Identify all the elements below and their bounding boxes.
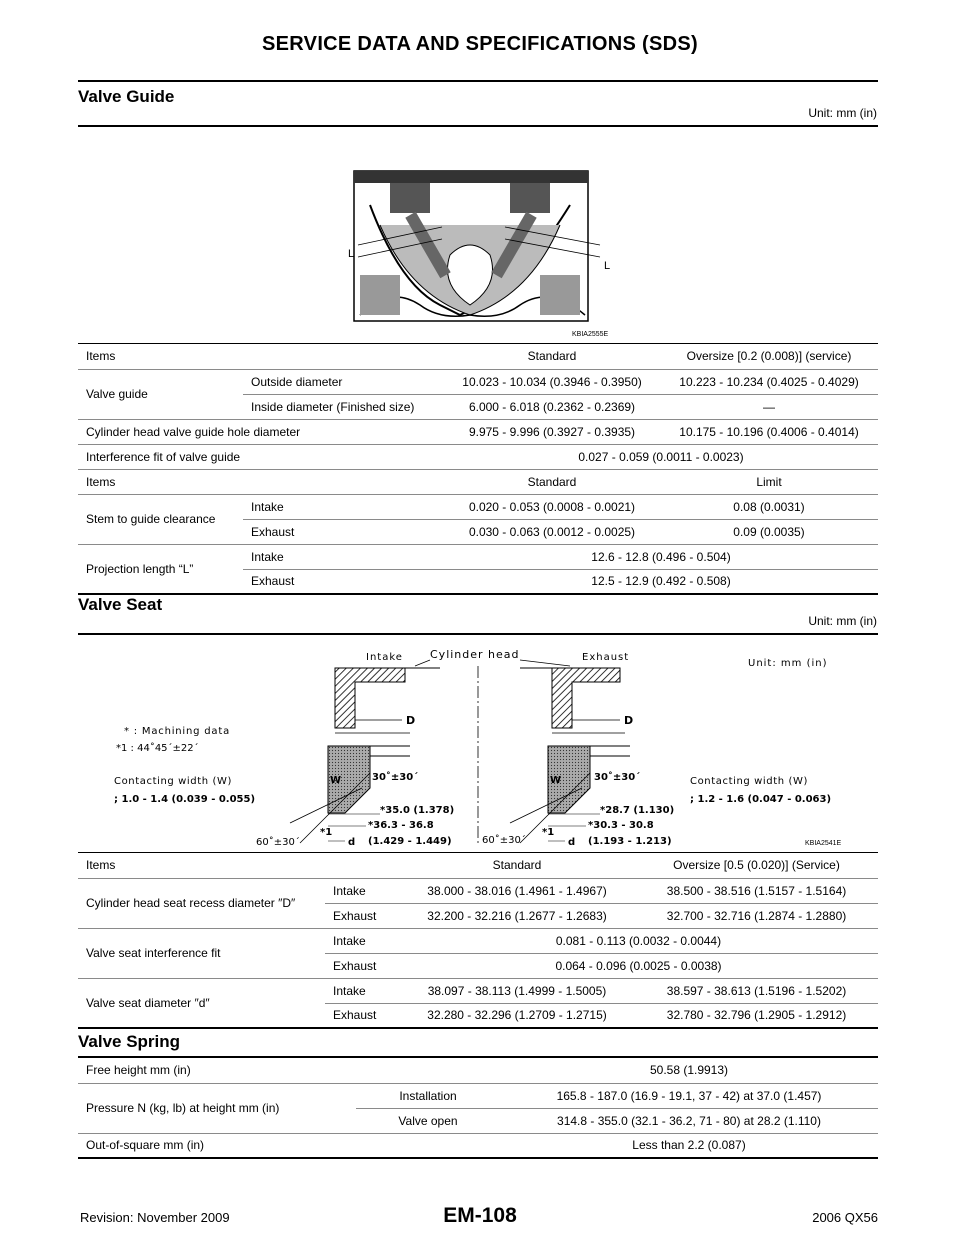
section-rule-valve-seat	[78, 633, 878, 635]
header-limit: Limit	[660, 469, 878, 494]
fig-i36: *36.3 - 36.8	[368, 820, 434, 831]
row-label: Stem to guide clearance	[78, 494, 243, 544]
cell-oversize: 10.223 - 10.234 (0.4025 - 0.4029)	[660, 369, 878, 394]
cell-value: 314.8 - 355.0 (32.1 - 36.2, 71 - 80) at 28.2 (1.110)	[500, 1108, 878, 1133]
page-title: SERVICE DATA AND SPECIFICATIONS (SDS)	[262, 33, 698, 55]
fig-s1-intake: *1	[320, 827, 333, 838]
cell-oversize: 32.700 - 32.716 (1.2874 - 1.2880)	[635, 903, 878, 928]
cell-standard: 9.975 - 9.996 (0.3927 - 0.3935)	[444, 419, 660, 444]
unit-label-valve-guide: Unit: mm (in)	[808, 106, 877, 120]
table-row	[78, 444, 878, 469]
table-row	[78, 419, 878, 444]
row-sublabel: Intake	[325, 878, 399, 903]
row-label: Pressure N (kg, lb) at height mm (in)	[78, 1083, 356, 1133]
fig-cw-right-2: ; 1.2 - 1.6 (0.047 - 0.063)	[690, 794, 832, 805]
fig-machining-note: * : Machining data	[124, 726, 231, 737]
table-row	[78, 544, 878, 569]
header-oversize: Oversize [0.2 (0.008)] (service)	[660, 344, 878, 369]
header-oversize: Oversize [0.5 (0.020)] (Service)	[635, 853, 878, 878]
table-header-row	[78, 853, 878, 878]
cell-standard: 32.280 - 32.296 (1.2709 - 1.2715)	[399, 1003, 635, 1028]
row-sublabel: Exhaust	[325, 903, 399, 928]
cell-standard: 0.020 - 0.053 (0.0008 - 0.0021)	[444, 494, 660, 519]
cell-limit: 0.09 (0.0035)	[660, 519, 878, 544]
row-label: Free height mm (in)	[78, 1058, 500, 1083]
footer-model: 2006 QX56	[812, 1210, 878, 1225]
fig-label-l-right: L	[604, 260, 611, 272]
fig-label-d-intake: D	[406, 714, 416, 727]
row-sublabel: Intake	[243, 544, 444, 569]
section-title-valve-spring: Valve Spring	[78, 1032, 181, 1051]
fig-unit: Unit: mm (in)	[748, 658, 828, 669]
valve-guide-table	[78, 344, 878, 595]
row-sublabel: Installation	[356, 1083, 500, 1108]
header-items: Items	[78, 469, 444, 494]
row-sublabel: Intake	[243, 494, 444, 519]
fig-label-cylinder-head: Cylinder head	[430, 648, 520, 661]
fig-small-d-exhaust: d	[568, 837, 576, 848]
row-sublabel: Exhaust	[325, 1003, 399, 1028]
fig-label-w-intake: W	[330, 775, 342, 786]
row-sublabel: Valve open	[356, 1108, 500, 1133]
fig-cw-left-1: Contacting width (W)	[114, 776, 232, 787]
fig-e28: *28.7 (1.130)	[600, 805, 675, 816]
cell-oversize: 38.597 - 38.613 (1.5196 - 1.5202)	[635, 978, 878, 1003]
table-row	[78, 494, 878, 519]
row-label: Cylinder head valve guide hole diameter	[78, 419, 444, 444]
fig-label-l-left: L	[348, 248, 355, 260]
cell-value: 12.6 - 12.8 (0.496 - 0.504)	[444, 544, 878, 569]
section-title-valve-guide: Valve Guide	[78, 87, 175, 106]
fig-angle60-exhaust: 60˚±30´	[482, 835, 526, 846]
row-label: Valve seat interference fit	[78, 928, 325, 978]
cell-standard: 0.030 - 0.063 (0.0012 - 0.0025)	[444, 519, 660, 544]
cell-value: 165.8 - 187.0 (16.9 - 19.1, 37 - 42) at 37.0 (1.457)	[500, 1083, 878, 1108]
cell-value: 0.027 - 0.059 (0.0011 - 0.0023)	[444, 444, 878, 469]
header-items: Items	[78, 853, 399, 878]
header-standard: Standard	[444, 469, 660, 494]
table-row	[78, 1133, 878, 1158]
table-row	[78, 978, 878, 1003]
fig-angle60-intake: 60˚±30´	[256, 837, 300, 848]
cell-value: 0.081 - 0.113 (0.0032 - 0.0044)	[399, 928, 878, 953]
header-items: Items	[78, 344, 444, 369]
figure-code-valve-guide: KBIA2555E	[572, 331, 609, 338]
fig-i36b: (1.429 - 1.449)	[368, 836, 452, 847]
fig-small-d-intake: d	[348, 837, 356, 848]
cell-oversize: —	[660, 394, 878, 419]
section-title-valve-seat: Valve Seat	[78, 595, 163, 614]
section-rule-valve-guide	[78, 125, 878, 127]
table-row	[78, 1058, 878, 1083]
fig-label-intake: Intake	[366, 652, 403, 663]
cell-oversize: 38.500 - 38.516 (1.5157 - 1.5164)	[635, 878, 878, 903]
cell-oversize: 32.780 - 32.796 (1.2905 - 1.2912)	[635, 1003, 878, 1028]
unit-label-valve-seat: Unit: mm (in)	[808, 614, 877, 628]
fig-angle30-exhaust: 30˚±30´	[594, 772, 641, 783]
cell-value: 12.5 - 12.9 (0.492 - 0.508)	[444, 569, 878, 594]
fig-label-exhaust: Exhaust	[582, 652, 630, 663]
fig-label-d-exhaust: D	[624, 714, 634, 727]
row-sublabel: Exhaust	[243, 519, 444, 544]
fig-star1-note: *1 : 44˚45´±22´	[116, 743, 199, 754]
header-standard: Standard	[444, 344, 660, 369]
header-standard: Standard	[399, 853, 635, 878]
row-label: Valve guide	[78, 369, 243, 419]
row-label: Cylinder head seat recess diameter ″D″	[78, 878, 325, 928]
footer-page-number: EM-108	[443, 1204, 517, 1227]
row-label: Valve seat diameter ″d″	[78, 978, 325, 1028]
row-sublabel: Intake	[325, 928, 399, 953]
footer-revision: Revision: November 2009	[80, 1210, 230, 1225]
fig-angle30-intake: 30˚±30´	[372, 772, 419, 783]
row-label: Interference fit of valve guide	[78, 444, 444, 469]
table-row	[78, 928, 878, 953]
cell-oversize: 10.175 - 10.196 (0.4006 - 0.4014)	[660, 419, 878, 444]
valve-spring-table	[78, 1058, 878, 1159]
cell-limit: 0.08 (0.0031)	[660, 494, 878, 519]
table-header-row	[78, 344, 878, 369]
table-header-row	[78, 469, 878, 494]
header-rule	[78, 80, 878, 82]
row-label: Out-of-square mm (in)	[78, 1133, 500, 1158]
fig-cw-right-1: Contacting width (W)	[690, 776, 808, 787]
cell-value: 0.064 - 0.096 (0.0025 - 0.0038)	[399, 953, 878, 978]
fig-label-w-exhaust: W	[550, 775, 562, 786]
valve-seat-figure	[100, 638, 860, 850]
figure-code-valve-seat: KBIA2541E	[805, 840, 842, 847]
cell-standard: 10.023 - 10.034 (0.3946 - 0.3950)	[444, 369, 660, 394]
row-sublabel: Exhaust	[325, 953, 399, 978]
cell-standard: 38.000 - 38.016 (1.4961 - 1.4967)	[399, 878, 635, 903]
cell-value: 50.58 (1.9913)	[500, 1058, 878, 1083]
fig-cw-left-2: ; 1.0 - 1.4 (0.039 - 0.055)	[114, 794, 256, 805]
row-sublabel: Exhaust	[243, 569, 444, 594]
fig-e30b: (1.193 - 1.213)	[588, 836, 672, 847]
row-sublabel: Intake	[325, 978, 399, 1003]
table-row	[78, 878, 878, 903]
fig-i35: *35.0 (1.378)	[380, 805, 455, 816]
valve-seat-table	[78, 853, 878, 1029]
table-row	[78, 1083, 878, 1108]
cell-standard: 6.000 - 6.018 (0.2362 - 0.2369)	[444, 394, 660, 419]
fig-e30: *30.3 - 30.8	[588, 820, 654, 831]
row-sublabel: Inside diameter (Finished size)	[243, 394, 444, 419]
row-label: Projection length “L”	[78, 544, 243, 594]
row-sublabel: Outside diameter	[243, 369, 444, 394]
cell-standard: 38.097 - 38.113 (1.4999 - 1.5005)	[399, 978, 635, 1003]
valve-guide-figure	[330, 165, 630, 337]
fig-s1-exhaust: *1	[542, 827, 555, 838]
cell-value: Less than 2.2 (0.087)	[500, 1133, 878, 1158]
cell-standard: 32.200 - 32.216 (1.2677 - 1.2683)	[399, 903, 635, 928]
table-row	[78, 369, 878, 394]
